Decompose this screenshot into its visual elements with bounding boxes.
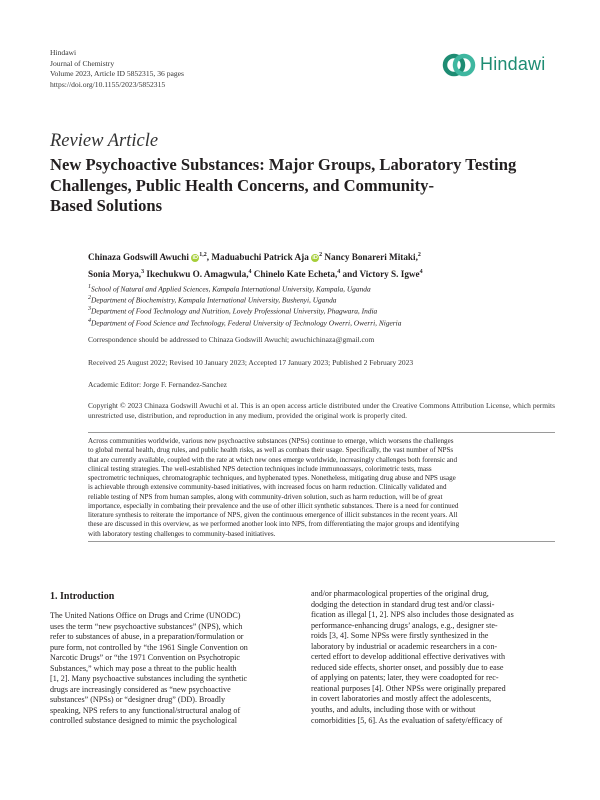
body-line: speaking, NPS refers to any functional/structural analog of xyxy=(50,705,241,715)
body-line: fication as illegal [1, 2]. NPS also includes those designated as xyxy=(311,610,514,620)
volume-line: Volume 2023, Article ID 5852315, 36 pages xyxy=(50,69,184,78)
author-affiliation-ref: 2 xyxy=(417,252,421,258)
abstract-line: reliable testing of NPS from human samples, along with community-driven solution, such as harm reduction, will be of great xyxy=(88,492,443,501)
orcid-icon[interactable]: iD xyxy=(312,255,318,262)
author-affiliation-ref: 2 xyxy=(319,252,323,258)
body-line: Narcotic Drugs” or “the 1971 Convention on Psychotropic xyxy=(50,653,240,663)
hindawi-logo-mark-icon xyxy=(442,48,476,82)
affiliation-item: $^4$Department of Food Science and Technology, Federal University of Technology Owerri, Owerri, Nigeria xyxy=(88,317,402,327)
body-line: dodging the detection in standard drug test and/or classi- xyxy=(311,599,495,609)
author-affiliation-ref: 4 xyxy=(419,268,423,275)
affiliation-item: $^1$School of Natural and Applied Sciences, Kampala International University, Kampala, Uganda xyxy=(88,284,371,294)
abstract-line: literature synthesis to reiterate the importance of NPS, given the continuous emergence of illicit substances in the recent years. All xyxy=(88,511,458,519)
article-title xyxy=(50,155,555,217)
body-line: reduced side effects, shorter onset, and possibly due to ease xyxy=(311,662,504,672)
body-line: [1, 2]. Many psychoactive substances including the synthetic xyxy=(50,674,248,684)
body-line: in covert laboratories and mostly affect the adolescents, xyxy=(311,694,492,704)
author-affiliation-ref: 4 xyxy=(337,268,341,275)
publisher-name: Hindawi xyxy=(50,48,77,57)
body-line: uses the term “new psychoactive substances” (NPS), which xyxy=(50,621,243,631)
body-line: youths, and adults, including those with or without xyxy=(311,705,476,715)
title-line: Based Solutions xyxy=(50,196,163,215)
divider xyxy=(88,432,555,433)
section-heading: 1. Introduction xyxy=(50,591,115,602)
affiliations xyxy=(88,283,558,328)
abstract-line: clinical testing strategies. The well-established NPS detection techniques include immunoassays, colorimetric tests, mass xyxy=(88,464,432,473)
body-line: pure form, not controlled by “the 1961 Single Convention on xyxy=(50,642,248,652)
body-line: The United Nations Office on Drugs and Crime (UNODC) xyxy=(50,611,241,620)
affiliation-item: $^2$Department of Biochemistry, Kampala International University, Bushenyi, Uganda xyxy=(88,295,337,305)
body-line: laboratory by industrial or academic researchers in a con- xyxy=(311,641,498,651)
abstract-line: with laboratory testing challenges to community-based initiatives. xyxy=(88,529,276,538)
author-affiliation-ref: 3 xyxy=(141,268,145,275)
affiliation-item: $^3$Department of Food Technology and Nutrition, Lovely Professional University, Phagwara, India xyxy=(88,306,378,316)
journal-name: Journal of Chemistry xyxy=(50,58,115,68)
orcid-icon[interactable]: iD xyxy=(192,255,198,262)
body-column-right xyxy=(311,589,554,726)
body-line: and/or pharmacological properties of the original drug, xyxy=(311,589,489,598)
title-line: Challenges, Public Health Concerns, and Community- xyxy=(50,175,434,195)
abstract-line: is achievable through extensive community-based initiatives, with increased focus on harm reduction. Clinically validated and xyxy=(88,483,447,492)
author-affiliation-ref: 1,2 xyxy=(199,252,207,258)
body-line: drugs are increasingly considered as “new psychoactive xyxy=(50,684,231,694)
article-type: Review Article xyxy=(50,131,159,151)
abstract-line: these are discussed in this overview, as we performed another look into NPS, from differentiating the major groups and identifying xyxy=(88,520,460,529)
body-line: controlled substance designed to mimic the psychological xyxy=(50,716,238,726)
hindawi-logo xyxy=(442,46,554,84)
body-line: refer to substances of abuse, in a preparation/formulation or xyxy=(50,632,244,642)
academic-editor: Academic Editor: Jorge F. Fernandez-Sanchez xyxy=(88,380,228,389)
logo-text: Hindawi xyxy=(480,54,546,74)
body-line: Substances,” which may pose a threat to the public health xyxy=(50,663,237,673)
divider xyxy=(88,541,555,542)
doi-link[interactable]: https://doi.org/10.1155/2023/5852315 xyxy=(50,79,166,89)
body-line: certed effort to develop additional effective derivatives with xyxy=(311,652,506,662)
copyright-notice: Copyright © 2023 Chinaza Godswill Awuchi et al. This is an open access article distributed under the Creative Commons Attribution License, which permits unrestricted use, distribution, and reproduction in any medium, provided the original work is properly cited. xyxy=(88,401,555,420)
correspondence: Correspondence should be addressed to Chinaza Godswill Awuchi; awuchichinaza@gmail.com xyxy=(88,335,375,344)
title-line: New Psychoactive Substances: Major Groups, Laboratory Testing xyxy=(50,155,517,174)
publication-dates: Received 25 August 2022; Revised 10 January 2023; Accepted 17 January 2023; Published 2 February 2023 xyxy=(88,358,414,367)
abstract-line: importance, especially in combating their prevalence and the use of other illicit synthetic substances. There is a need for continued xyxy=(88,501,459,510)
author-name[interactable]: Ikechukwu O. Amagwula, xyxy=(146,268,249,279)
journal-metadata xyxy=(50,48,184,90)
abstract-line: spectrometric techniques, chromatographic techniques, and hyphenated types. Nonetheless, mitigating drug abuse and NPS usage xyxy=(88,474,456,482)
body-line: reational purposes [4]. Other NPSs were originally prepared xyxy=(311,683,506,693)
abstract-line: to global mental health, drug rules, and public health risks, as well as combats their usage. Specifically, the vast number of NPSs xyxy=(88,446,454,455)
abstract xyxy=(88,437,555,539)
body-line: performance-enhancing drugs’ analogs, e.g., designer ste- xyxy=(311,620,498,630)
author-name[interactable]: Chinelo Kate Echeta, xyxy=(253,268,338,279)
author-name[interactable]: Chinaza Godswill Awuchi xyxy=(88,252,189,263)
body-line: substances” (NPSs) or “designer drug” (DD). Broadly xyxy=(50,695,226,705)
author-name[interactable]: Maduabuchi Patrick Aja xyxy=(211,252,309,263)
author-name[interactable]: Sonia Morya, xyxy=(88,268,142,279)
abstract-line: that are currently available, coupled with the rate at which new ones emerge worldwide, increasingly challenges both forensic and xyxy=(88,455,457,464)
abstract-line: Across communities worldwide, various new psychoactive substances (NPSs) continue to emerge, which worsens the challenges xyxy=(88,437,454,445)
author-list: Chinaza Godswill Awuchi iD$^{1,2}$, Maduabuchi Patrick Aja $iD^2$ Nancy Bonareri Mitaki,$^2$ Sonia Morya,$^3$ Ikechukwu O. Amagwula,$^4$ Chinelo Kate Echeta,$^4$ and Victory S. Igwe$^4$ xyxy=(88,252,423,279)
body-column-left xyxy=(50,611,293,727)
body-line: roids [3, 4]. Some NPSs were firstly synthesized in the xyxy=(311,631,489,641)
author-affiliation-ref: 4 xyxy=(248,268,252,275)
author-name[interactable]: Nancy Bonareri Mitaki, xyxy=(324,252,418,263)
body-line: of applying on patents; later, they were coadopted for rec- xyxy=(311,673,499,683)
author-name[interactable]: and Victory S. Igwe xyxy=(342,268,420,279)
body-line: comorbidities [5, 6]. As the evaluation of safety/efficacy of xyxy=(311,715,503,725)
